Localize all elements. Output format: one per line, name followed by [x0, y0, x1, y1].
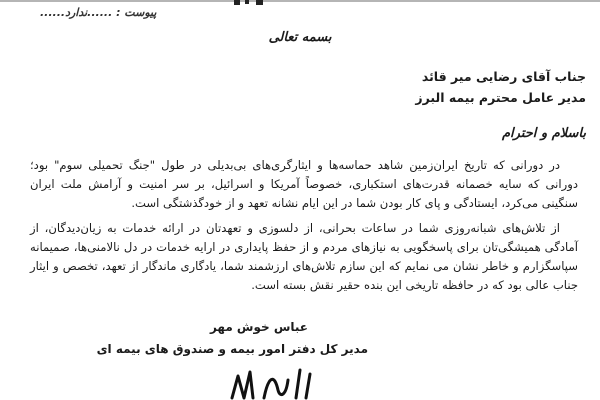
recipient-block: [415, 66, 586, 108]
recipient-title: مدیر عامل محترم بیمه البرز: [415, 90, 586, 105]
attachment-label: پیوست : ......ندارد......: [40, 6, 157, 19]
recipient-name: جناب آقای رضایی میر قائد: [421, 69, 586, 84]
body-paragraph-2: از تلاش‌های شبانه‌روزی شما در ساعات بحرانی، از دلسوزی و تعهدتان در ارائه خدمات به زیان‌دیدگان، از آمادگی همیشگی‌تان برای پاسخگویی به نیازهای مردم و از حفظ پایداری در ارایه خدمات در دل نا‌لامنی‌ها، صمیمانه سپاسگزارم و خاطر نشان می نمایم که این سازم تلاش‌های ارزشمند شما، یادگاری ماندگار از تعهد، تخصص و ایثار جناب عالی بود که در حافظه تاریخی این بنده حقیر نقش بسته است.: [30, 221, 578, 292]
letterhead-marks: [232, 0, 266, 6]
salutation: باسلام و احترام: [501, 126, 586, 141]
body-paragraph-1: در دورانی که تاریخ ایران‌زمین شاهد حماسه‌ها و ایثارگری‌های بی‌بدیلی در طول "جنگ تحمیلی سوم" بود؛ دورانی که سایه خصمانه قدرت‌های استکباری، خصوصاً آمریکا و اسرائیل، بر سر امنیت و آرامش ملت ایران سنگینی می‌کرد، ایستادگی و پای کار بودن شما در این ایام نشانه تعهد و از خودگذشتگی است.: [30, 158, 578, 210]
letter-body: [30, 156, 578, 301]
sender-block: [97, 316, 368, 360]
bismillah-heading: بسمه تعالی: [268, 30, 332, 45]
sender-name: عباس خوش مهر: [209, 320, 308, 334]
sender-title: مدیر کل دفتر امور بیمه و صندوق های بیمه ای: [96, 342, 368, 356]
top-border-line: [0, 0, 600, 2]
handwritten-signature: [226, 362, 316, 400]
